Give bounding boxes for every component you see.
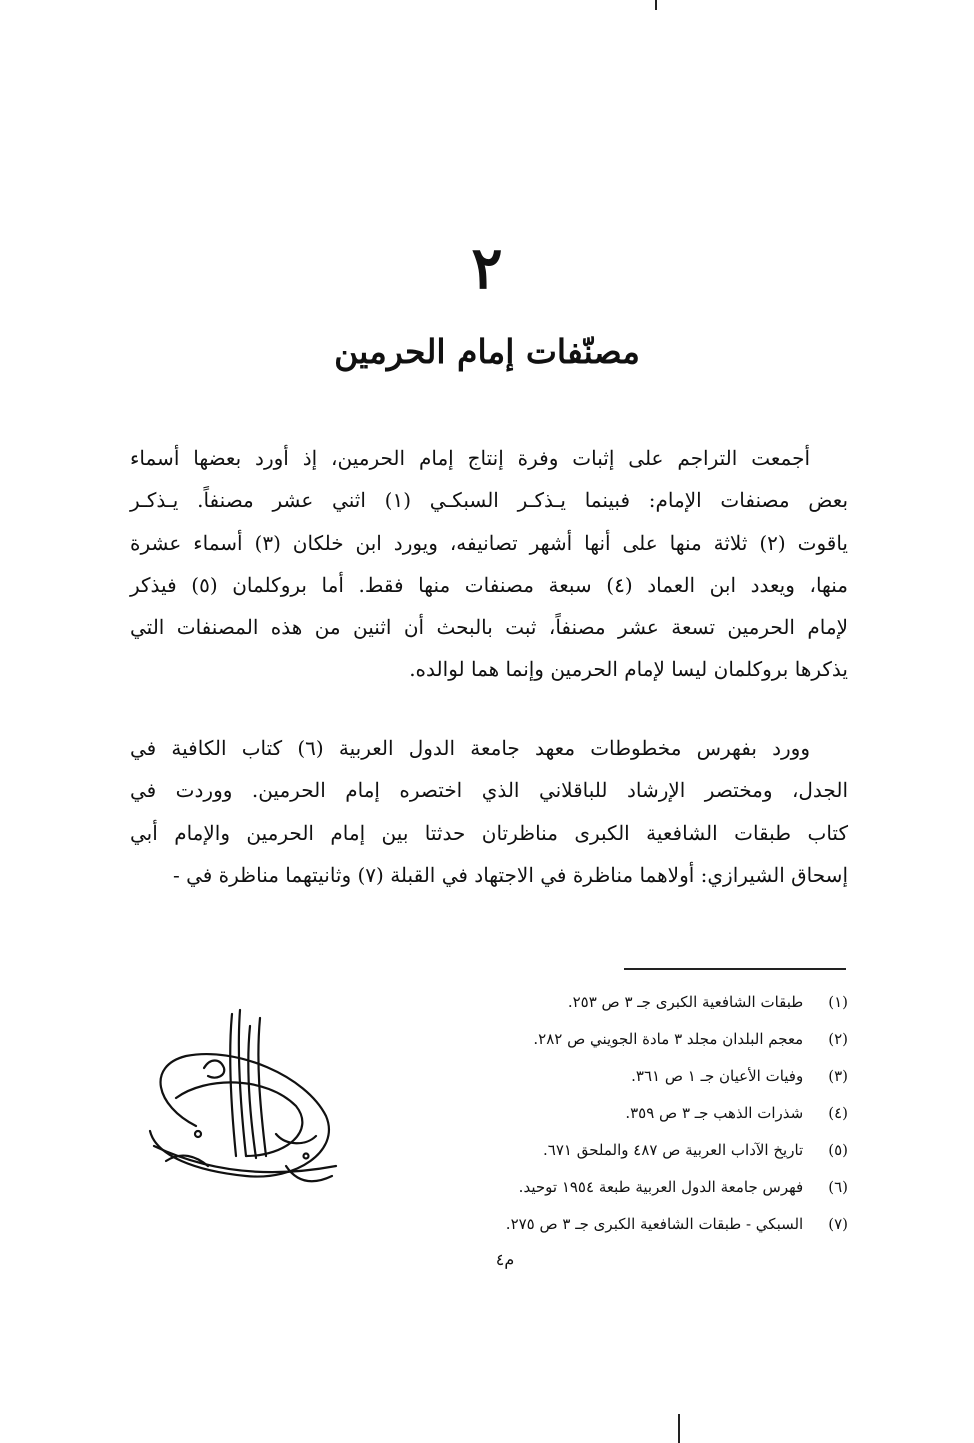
footnote-text: تاريخ الآداب العربية ص ٤٨٧ والملحق ٦٧١. xyxy=(542,1141,804,1159)
paragraph-line: الجدل، ومختصر الإرشاد للباقلاني الذي اختصره إمام الحرمين. ووردت في xyxy=(130,778,848,803)
paragraph-line: منها، ويعدد ابن العماد (٤) سبعة مصنفات منها فقط. أما بروكلمان (٥) فيذكر xyxy=(130,572,849,597)
scan-edge-mark-top xyxy=(655,0,657,10)
footnote-item xyxy=(328,1058,848,1095)
footnote-item xyxy=(328,1021,848,1058)
footnote-item xyxy=(328,1095,848,1132)
footnote-text: فهرس جامعة الدول العربية طبعة ١٩٥٤ توحيد. xyxy=(518,1178,804,1196)
page-number: م٤ xyxy=(495,1250,515,1269)
footnote-item xyxy=(328,1206,848,1243)
chapter-title: مصنّفات إمام الحرمين xyxy=(334,332,640,371)
footnote-number: (٧) xyxy=(828,1215,848,1233)
paragraph-line: كتاب طبقات الشافعية الكبرى مناظرتان حدثتا بين إمام الحرمين والإمام أبي xyxy=(130,820,848,845)
footnotes-list xyxy=(328,984,848,1243)
footnote-item xyxy=(328,984,848,1021)
footnote-text: السبكي - طبقات الشافعية الكبرى جـ ٣ ص ٢٧٥. xyxy=(505,1215,804,1233)
paragraph-line: ياقوت (٢) ثلاثة منها على أنها أشهر تصانيفه، ويورد ابن خلكان (٣) أسماء عشرة xyxy=(130,530,848,555)
footnote-text: وفيات الأعيان جـ ١ ص ٣٦١. xyxy=(631,1067,804,1085)
paragraph-line: يذكرها بروكلمان ليسا لإمام الحرمين وإنما هما لوالده. xyxy=(409,657,848,682)
body-paragraph-2 xyxy=(130,727,848,896)
footnote-item xyxy=(328,1132,848,1169)
footnote-item xyxy=(328,1169,848,1206)
paragraph-line: أجمعت التراجم على إثبات وفرة إنتاج إمام الحرمين، إذ أورد بعضها أسماء xyxy=(130,446,811,470)
footnote-number: (٦) xyxy=(828,1178,848,1196)
footnote-number: (٣) xyxy=(828,1067,848,1085)
scan-edge-mark-bottom xyxy=(678,1414,680,1443)
footnote-text: شذرات الذهب جـ ٣ ص ٣٥٩. xyxy=(625,1104,804,1122)
footnote-number: (٢) xyxy=(828,1030,848,1048)
footnote-text: طبقات الشافعية الكبرى جـ ٣ ص ٢٥٣. xyxy=(567,993,804,1011)
footnote-divider xyxy=(624,968,846,970)
paragraph-line: بعض مصنفات الإمام: فبينما يـذكـر السبكـي (١) اثني عشر مصنفاً. يـذكـر xyxy=(130,488,849,513)
chapter-number: ٢ xyxy=(471,234,503,302)
body-paragraph-1 xyxy=(130,437,848,691)
footnote-number: (١) xyxy=(828,993,848,1011)
paragraph-line: إسحاق الشيرازي: أولاهما مناظرة في الاجتهاد في القبلة (٧) وثانيتهما مناظرة في - xyxy=(172,862,848,887)
paragraph-line: لإمام الحرمين تسعة عشر مصنفاً، ثبت بالبحث أن اثنين من هذه المصنفات التي xyxy=(130,615,848,640)
signature-icon xyxy=(136,1006,354,1202)
paragraph-line: وورد بفهرس مخطوطات معهد جامعة الدول العربية (٦) كتاب الكافية في xyxy=(130,736,810,760)
footnote-number: (٥) xyxy=(828,1141,848,1159)
footnote-number: (٤) xyxy=(828,1104,848,1122)
footnote-text: معجم البلدان مجلد ٣ مادة الجويني ص ٢٨٢. xyxy=(533,1030,804,1048)
